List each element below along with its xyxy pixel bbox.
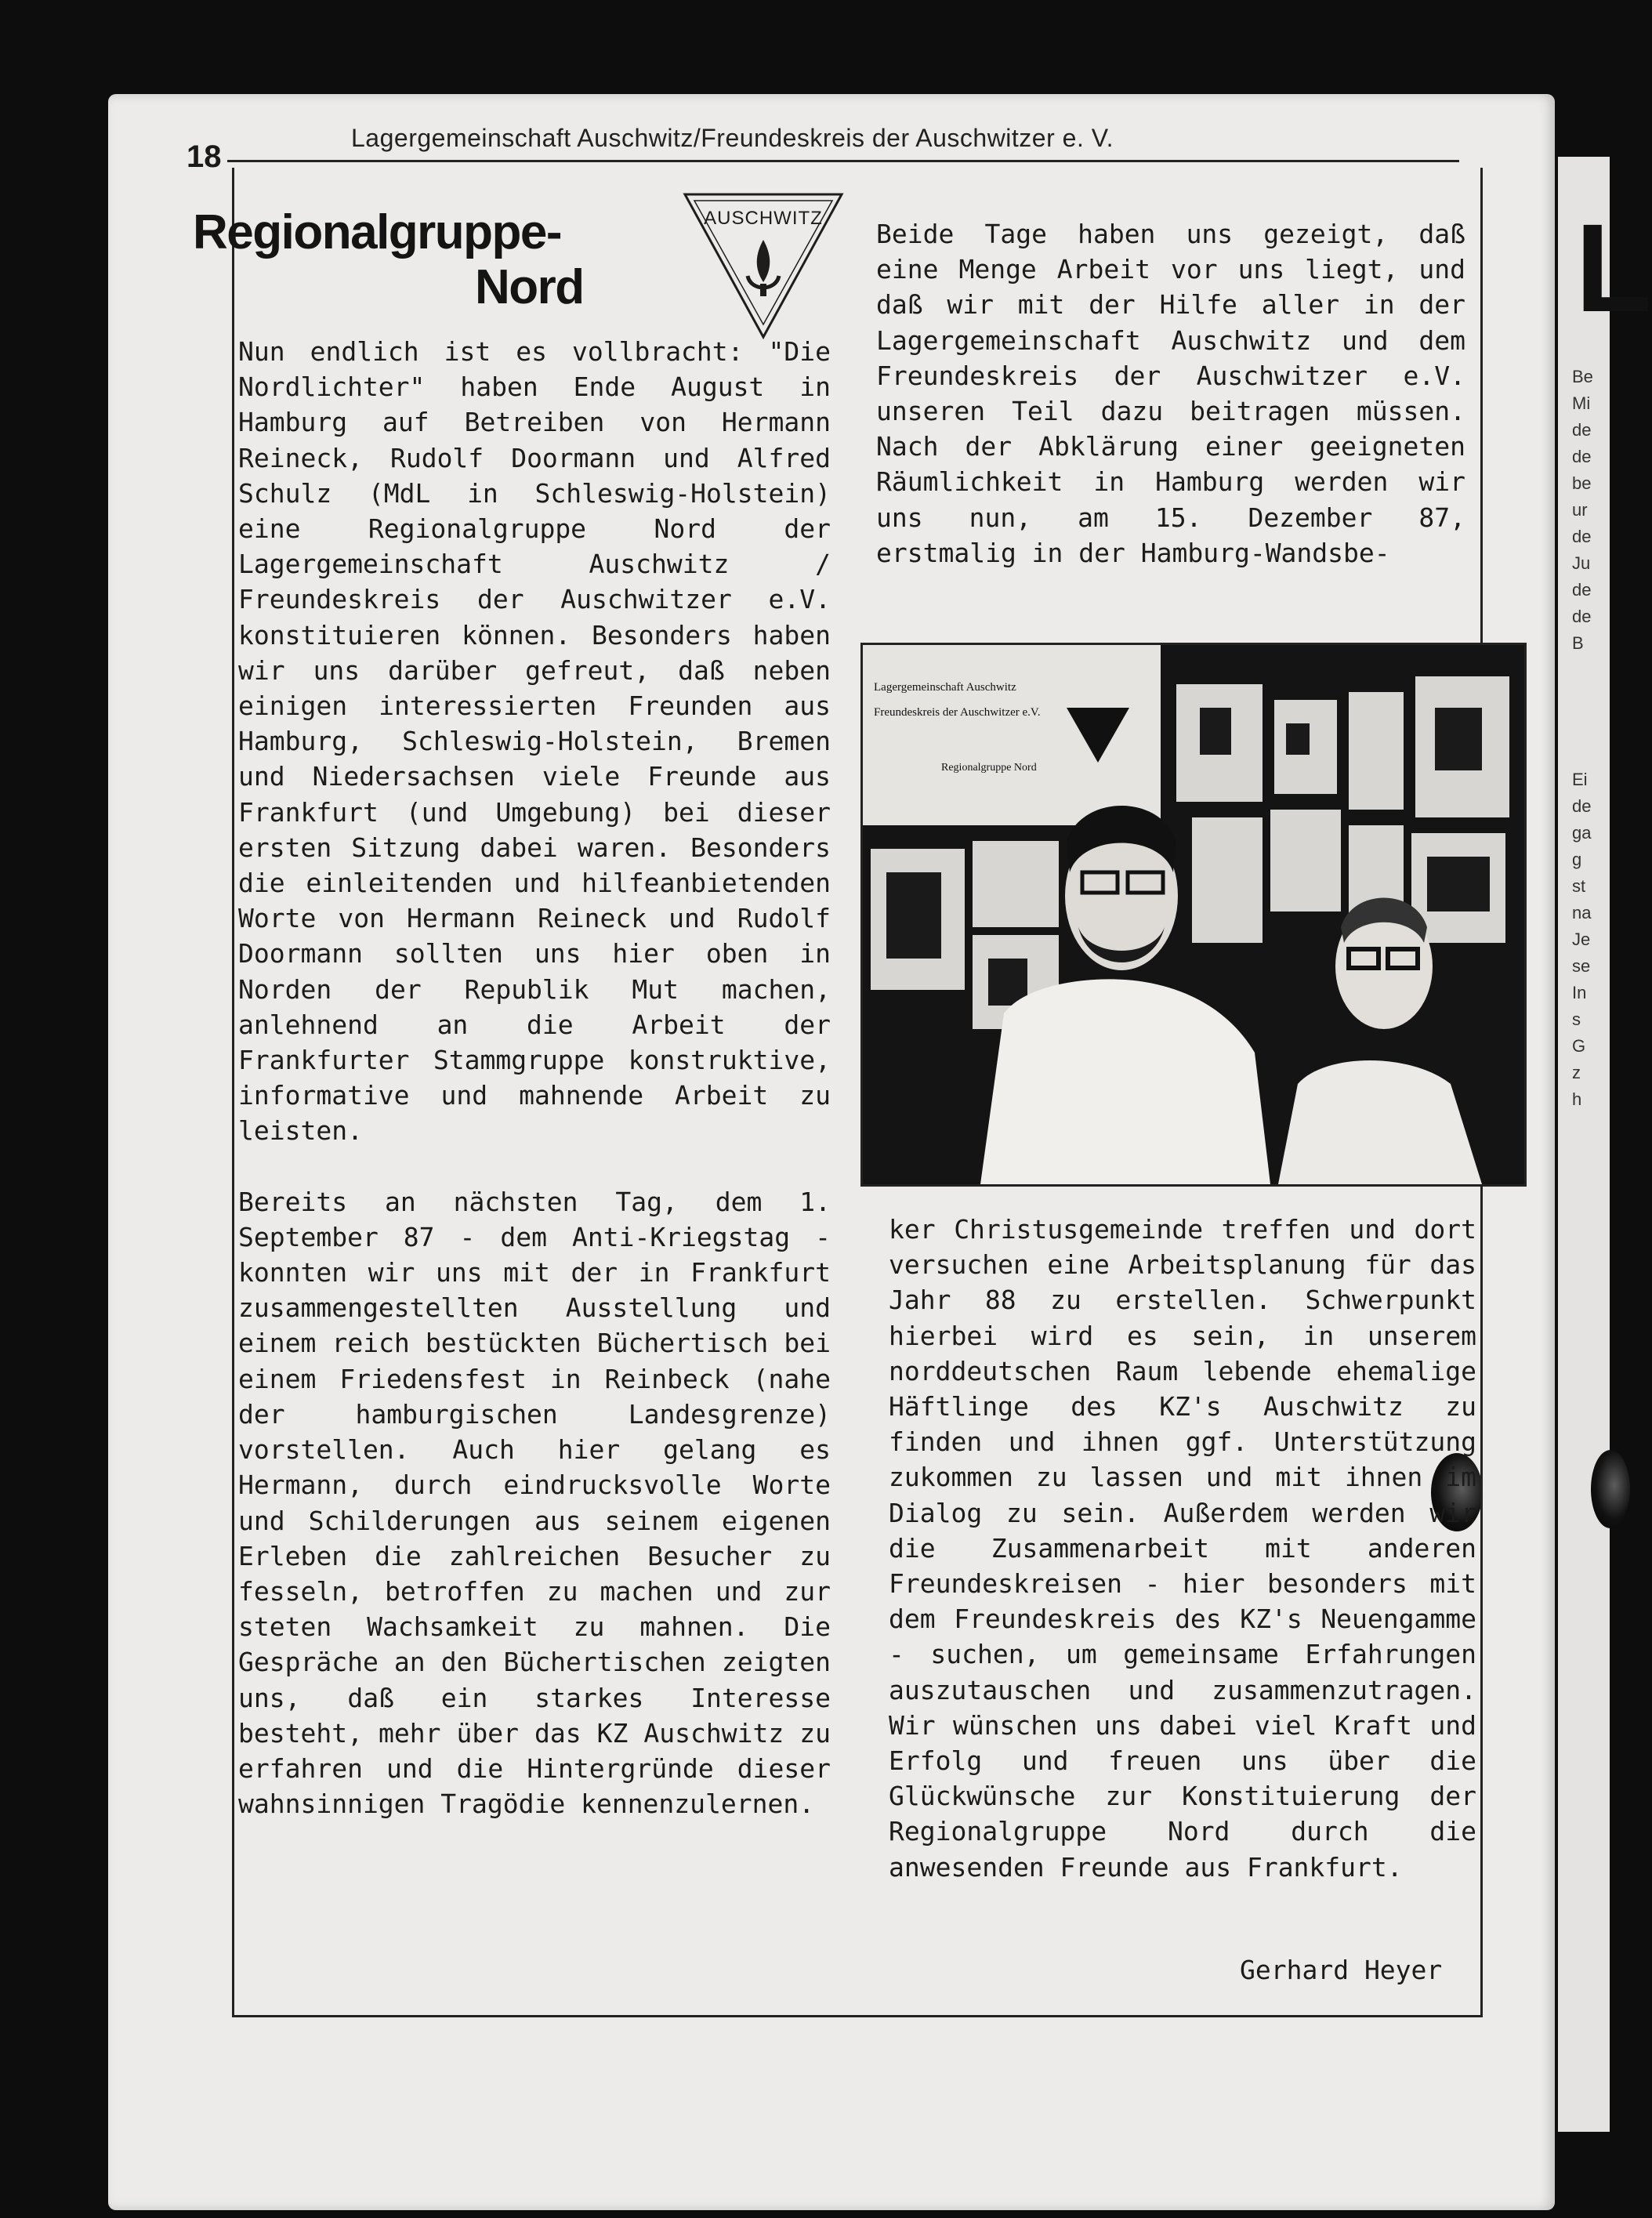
adjacent-page-fragment: de — [1572, 607, 1592, 626]
adjacent-page-fragment: Ju — [1572, 553, 1591, 573]
right-column-bottom — [889, 1212, 1476, 1885]
paragraph: ker Christusgemeinde treffen und dort versuchen eine Arbeitsplanung für das Jahr 88 zu erstellen. Schwerpunkt hierbei wird es sein, in unserem norddeutschen Raum lebende ehemalige Häftlinge des KZ's Auschwitz zu finden und ihnen ggf. Unterstützung zukommen zu lassen und mit ihnen im Dialog zu sein. Außerdem werden wir die Zusammenarbeit mit anderen Freundeskreisen - hier besonders mit dem Freundeskreis des KZ's Neuengamme - suchen, um gemeinsame Erfahrungen auszutauschen und zusammenzutragen. Wir wünschen uns dabei viel Kraft und Erfolg und freuen uns über die Glückwünsche zur Konstituierung der Regionalgruppe Nord durch die anwesenden Freunde aus Frankfurt. — [889, 1214, 1476, 1883]
article-headline — [193, 205, 632, 315]
paragraph: Bereits an nächsten Tag, dem 1. September 87 - dem Anti-Kriegstag - konnten wir uns mit der in Frankfurt zusammengestellten Ausstellung und einem reich bestückten Büchertisch bei einem Friedensfest in Reinbeck (nahe der hamburgischen Landesgrenze) vorstellen. Auch hier gelang es Hermann, durch eindrucksvolle Worte und Schilderungen aus seinem eigenen Erleben die zahlreichen Besucher zu fesseln, betroffen zu machen und zur steten Wachsamkeit zu mahnen. Die Gespräche an den Büchertischen zeigten uns, daß ein starkes Interesse besteht, mehr über das KZ Auschwitz zu erfahren und die Hintergründe dieser wahnsinnigen Tragödie kennenzulernen. — [238, 1186, 831, 1820]
author-signature: Gerhard Heyer — [1240, 1955, 1443, 1985]
auschwitz-logo — [682, 191, 845, 340]
adjacent-page-fragment: de — [1572, 580, 1592, 600]
adjacent-page-fragment: de — [1572, 420, 1592, 440]
adjacent-page-fragment: be — [1572, 473, 1592, 493]
sign-line: Lagergemeinschaft Auschwitz — [874, 681, 1016, 694]
adjacent-page-fragment: Mi — [1572, 393, 1591, 413]
paragraph: Beide Tage haben uns gezeigt, daß eine Menge Arbeit vor uns liegt, und daß wir mit der Hilfe aller in der Lagergemeinschaft Auschwitz und dem Freundeskreis der Auschwitzer e.V. unseren Teil dazu beitragen müssen. Nach der Abklärung einer geeigneten Räumlichkeit in Hamburg werden wir uns nun, am 15. Dezember 87, erstmalig in der Hamburg-Wandsbe- — [876, 219, 1465, 568]
adjacent-page-fragment: de — [1572, 527, 1592, 546]
adjacent-page-fragment: Be — [1572, 367, 1593, 386]
headline-line-1: Regionalgruppe- — [193, 205, 562, 259]
adjacent-page-fragment: de — [1572, 796, 1592, 816]
adjacent-page-fragment: B — [1572, 633, 1584, 653]
sign-line: Regionalgruppe Nord — [941, 762, 1037, 774]
paragraph: Nun endlich ist es vollbracht: "Die Nordlichter" haben Ende August in Hamburg auf Betreiben von Hermann Reineck, Rudolf Doormann und Alfred Schulz (MdL in Schleswig-Holstein) eine Regionalgruppe Nord der Lagergemeinschaft Auschwitz / Freundeskreis der Auschwitzer e.V. konstituieren können. Besonders haben wir uns darüber gefreut, daß neben einigen interessierten Freunden aus Hamburg, Schleswig-Holstein, Bremen und Niedersachsen viele Freunde aus Frankfurt (und Umgebung) bei dieser ersten Sitzung dabei waren. Besonders die einleitenden und hilfeanbietenden Worte von Hermann Reineck und Rudolf Doormann sollten uns hier oben in Norden der Republik Mut machen, anlehnend an die Arbeit der Frankfurter Stammgruppe konstruktive, informative und mahnende Arbeit zu leisten. — [238, 336, 831, 1147]
left-column — [238, 334, 831, 1821]
page-number: 18 — [187, 140, 222, 174]
adjacent-page-fragment: Ei — [1572, 770, 1588, 789]
adjacent-page-fragment: na — [1572, 903, 1592, 922]
punch-hole — [1591, 1450, 1630, 1528]
running-header: Lagergemeinschaft Auschwitz/Freundeskreis der Auschwitzer e. V. — [351, 124, 1114, 152]
logo-text: AUSCHWITZ — [704, 208, 823, 229]
adjacent-page-fragment: h — [1572, 1089, 1582, 1109]
adjacent-page-fragment: z — [1572, 1063, 1581, 1082]
adjacent-page-fragment: In — [1572, 983, 1587, 1002]
adjacent-page-big-letter: L — [1575, 198, 1652, 338]
adjacent-page-fragment: s — [1572, 1009, 1581, 1029]
adjacent-page-fragment: se — [1572, 956, 1591, 976]
adjacent-page-fragment: ur — [1572, 500, 1588, 520]
adjacent-page-fragment: g — [1572, 850, 1582, 869]
adjacent-page-edge — [1558, 157, 1652, 2132]
adjacent-page-fragment: ga — [1572, 823, 1592, 843]
right-column-top — [876, 216, 1465, 571]
flame-triangle-icon — [748, 240, 779, 296]
header-rule — [227, 160, 1459, 162]
exhibition-photo — [860, 643, 1527, 1187]
adjacent-page-fragment: st — [1572, 876, 1586, 896]
adjacent-page-fragment: Je — [1572, 930, 1591, 949]
sign-line: Freundeskreis der Auschwitzer e.V. — [874, 706, 1041, 719]
headline-line-2: Nord — [475, 260, 584, 314]
exhibition-sign — [863, 645, 1161, 825]
adjacent-page-fragment: de — [1572, 447, 1592, 466]
adjacent-page-fragment: G — [1572, 1036, 1586, 1056]
